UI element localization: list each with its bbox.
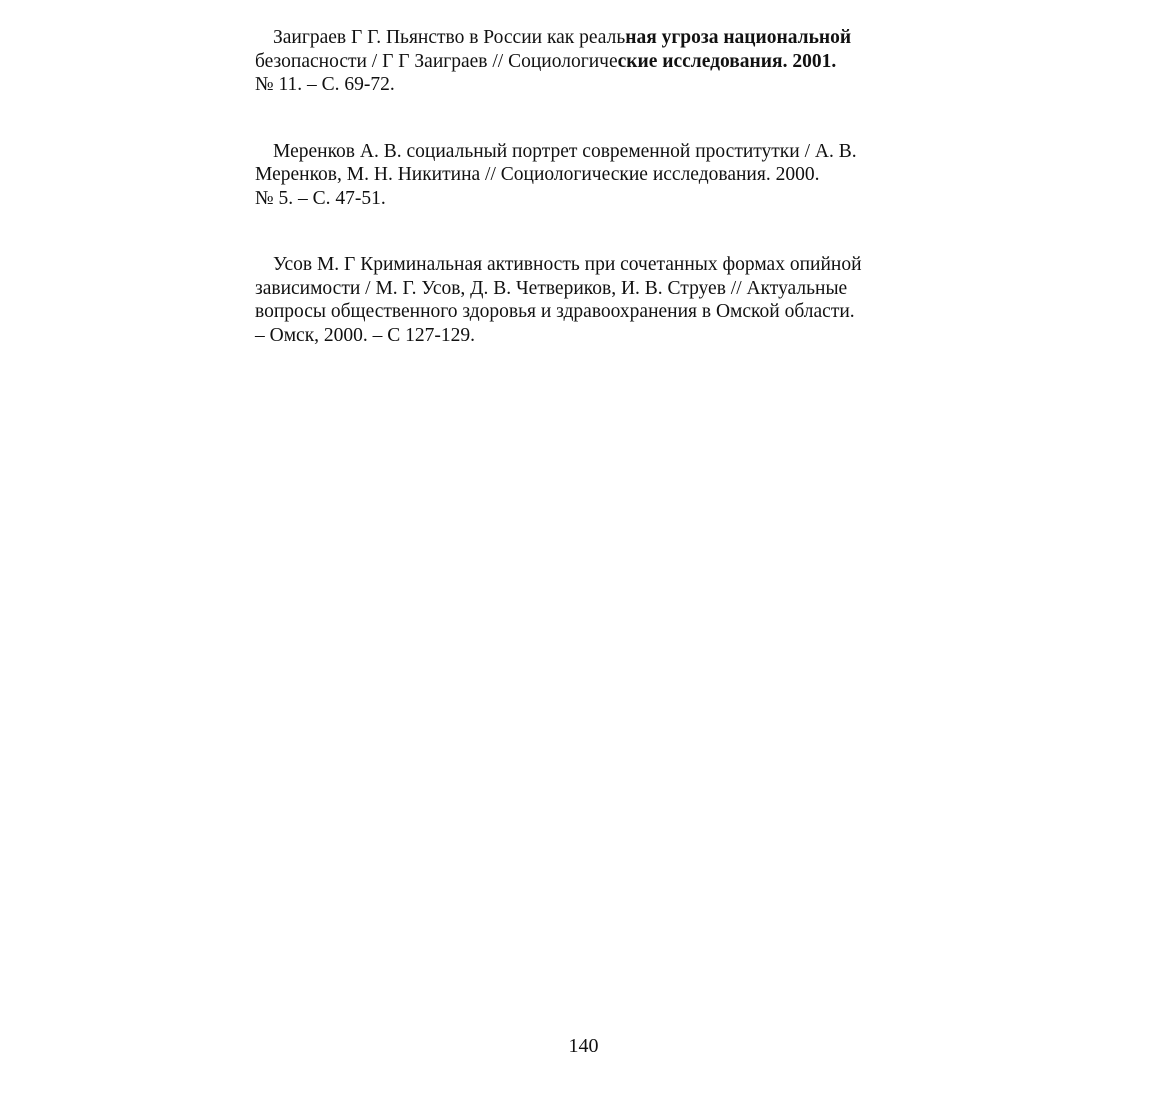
reference-line: № 11. – С. 69-72. (255, 74, 395, 95)
reference-entry-zaigraev (255, 26, 915, 97)
reference-list (255, 26, 915, 390)
reference-line: вопросы общественного здоровья и здравоохранения в Омской области. (255, 301, 855, 322)
reference-line: № 5. – С. 47-51. (255, 187, 386, 209)
reference-entry-merenkov (255, 140, 915, 211)
reference-line: Меренков, М. Н. Никитина // Социологические исследования. 2000. (255, 164, 820, 185)
reference-entry-usov (255, 253, 915, 347)
reference-line: безопасности / Г Г Заиграев // Социологические исследования. 2001. (255, 50, 837, 72)
reference-line: – Омск, 2000. – С 127-129. (255, 324, 476, 346)
reference-line: зависимости / М. Г. Усов, Д. В. Четвериков, И. В. Струев // Актуальные (255, 277, 848, 299)
reference-line: Заиграев Г Г. Пьянство в России как реальная угроза национальной (273, 27, 852, 48)
page-number: 140 (568, 1035, 599, 1057)
reference-line: Усов М. Г Криминальная активность при сочетанных формах опийной (273, 254, 862, 275)
reference-line: Меренков А. В. социальный портрет современной проститутки / А. В. (273, 140, 857, 162)
